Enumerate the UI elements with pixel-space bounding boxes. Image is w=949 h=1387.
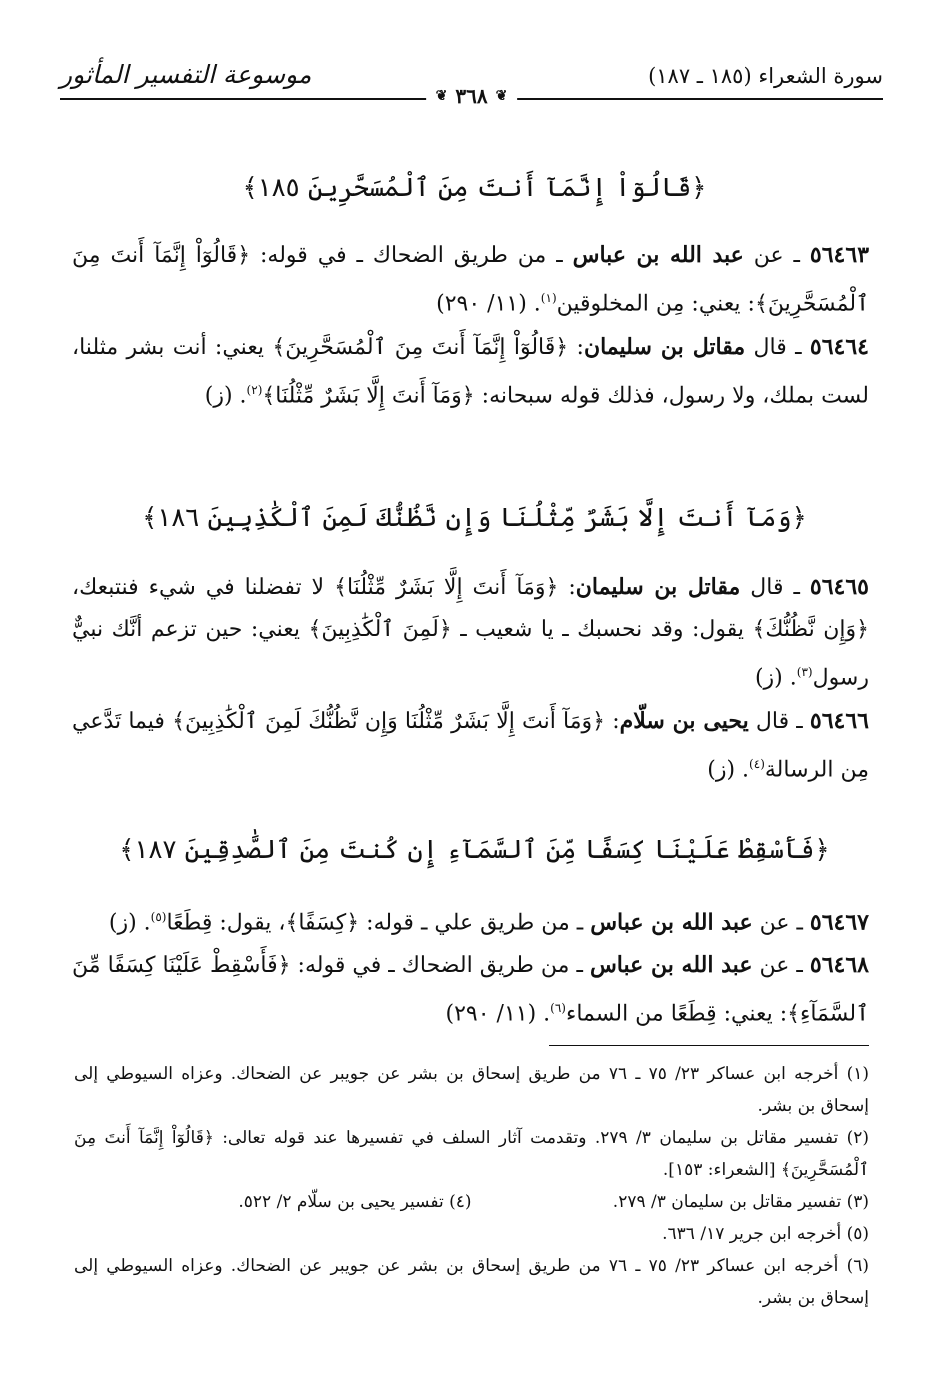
page-number-value: ٣٦٨ <box>455 84 488 108</box>
narration-56464: ٥٦٤٦٤ ـ قال مقاتل بن سليمان: ﴿قَالُوٓاْ إِنَّمَآ أَنتَ مِنَ ٱلْمُسَحَّرِينَ﴾ يعني: أنت بشر مثلنا، لست بملك، ولا رسول، فذلك قوله سبحانه: ﴿وَمَآ أَنتَ إِلَّا بَشَرٌ مِّثْلُنَا﴾$^{(٢)}$. (ز) <box>72 334 869 409</box>
narrator-name: عبد الله بن عباس <box>589 952 753 978</box>
narrator-name: مقاتل بن سليمان <box>575 574 741 600</box>
ayah-186: ﴿وَمَآ أَنتَ إِلَّا بَشَرٌ مِّثْلُنَا وَإِن نَّظُنُّكَ لَمِنَ ٱلْكَٰذِبِينَ ١٨٦﴾ <box>142 503 807 533</box>
narration-56467: ٥٦٤٦٧ ـ عن عبد الله بن عباس ـ من طريق علي ـ قوله: ﴿كِسَفًا﴾، يقول: قِطَعًا$^{(٥)}$. (ز) <box>108 909 869 936</box>
narration-number: ٥٦٤٦٥ <box>809 574 869 600</box>
narration-number: ٥٦٤٦٦ <box>809 708 869 734</box>
footnote-5: (٥) أخرجه ابن جرير ١٧/ ٦٣٦. <box>662 1224 869 1244</box>
footnotes <box>74 1058 869 1314</box>
narration-56463: ٥٦٤٦٣ ـ عن عبد الله بن عباس ـ من طريق الضحاك ـ في قوله: ﴿قَالُوٓاْ إِنَّمَآ أَنتَ مِنَ ٱلْمُسَحَّرِينَ﴾: يعني: مِن المخلوقين$^{(١)}$. (١١/ ٢٩٠) <box>72 242 870 317</box>
narrator-name: مقاتل بن سليمان <box>583 334 746 360</box>
narrator-name: عبد الله بن عباس <box>590 909 753 936</box>
ornament-icon: ❦ <box>495 88 508 104</box>
footnote-ref[interactable]: (٤) <box>749 757 765 771</box>
narrator-name: يحيى بن سلّام <box>619 708 749 734</box>
narration-56468: ٥٦٤٦٨ ـ عن عبد الله بن عباس ـ من طريق الضحاك ـ في قوله: ﴿فَأَسْقِطْ عَلَيْنَا كِسَفًا مِّنَ ٱلسَّمَآءِ﴾: يعني: قِطَعًا من السماء$^{(٦)}$. (١١/ ٢٩٠) <box>72 952 869 1027</box>
footnote-4: (٤) تفسير يحيى بن سلّام ٢/ ٥٢٢. <box>238 1192 472 1212</box>
footnote-ref[interactable]: (٦) <box>550 1001 566 1015</box>
footnote-ref[interactable]: (١) <box>540 291 557 305</box>
surah-header: سورة الشعراء (١٨٥ ـ ١٨٧) <box>648 64 883 88</box>
footnote-ref[interactable]: (٢) <box>246 383 263 397</box>
footnote-1: (١) أخرجه ابن عساكر ٢٣/ ٧٥ ـ ٧٦ من طريق إسحاق بن بشر عن جويبر عن الضحاك. وعزاه السيوطي إلى إسحاق بن بشر. <box>74 1064 869 1116</box>
narration-56465: ٥٦٤٦٥ ـ قال مقاتل بن سليمان: ﴿وَمَآ أَنتَ إِلَّا بَشَرٌ مِّثْلُنَا﴾ لا تفضلنا في شيء فنتبعك، ﴿وَإِن نَّظُنُّكَ﴾ يقول: وقد نحسبك ـ يا شعيب ـ ﴿لَمِنَ ٱلْكَٰذِبِينَ﴾ يعني: حين تزعم أنَّك نبيٌّ رسول$^{(٣)}$. (ز) <box>72 574 869 691</box>
narration-number: ٥٦٤٦٤ <box>809 334 869 360</box>
footnote-6: (٦) أخرجه ابن عساكر ٢٣/ ٧٥ ـ ٧٦ من طريق إسحاق بن بشر عن جويبر عن الضحاك. وعزاه السيوطي إلى إسحاق بن بشر. <box>74 1256 869 1308</box>
footnote-ref[interactable]: (٣) <box>796 665 813 679</box>
narration-56466: ٥٦٤٦٦ ـ قال يحيى بن سلّام: ﴿وَمَآ أَنتَ إِلَّا بَشَرٌ مِّثْلُنَا وَإِن نَّظُنُّكَ لَمِنَ ٱلْكَٰذِبِينَ﴾ فيما تَدَّعي مِن الرسالة$^{(٤)}$. (ز) <box>72 708 869 783</box>
page-header <box>60 52 883 116</box>
ayah-187: ﴿فَأَسْقِطْ عَلَيْنَا كِسَفًا مِّنَ ٱلسَّمَآءِ إِن كُنتَ مِنَ ٱلصَّٰدِقِينَ ١٨٧﴾ <box>119 835 830 865</box>
page-number <box>426 84 518 108</box>
narration-number: ٥٦٤٦٣ <box>809 242 870 268</box>
narration-number: ٥٦٤٦٨ <box>809 952 869 978</box>
narration-number: ٥٦٤٦٧ <box>809 909 869 936</box>
footnote-ref[interactable]: (٥) <box>150 910 167 924</box>
footnote-row-3-4 <box>74 1186 869 1218</box>
ornament-icon: ❦ <box>435 88 448 104</box>
narrator-name: عبد الله بن عباس <box>572 242 744 268</box>
ayah-185: ﴿قَالُوٓاْ إِنَّمَآ أَنتَ مِنَ ٱلْمُسَحَّرِينَ ١٨٥﴾ <box>242 173 707 203</box>
footnote-3: (٣) تفسير مقاتل بن سليمان ٣/ ٢٧٩. <box>612 1192 869 1212</box>
footnote-separator <box>549 1045 869 1046</box>
book-title: موسوعة التفسير المأثور <box>60 60 312 89</box>
footnote-2: (٢) تفسير مقاتل بن سليمان ٣/ ٢٧٩. وتقدمت آثار السلف في تفسيرها عند قوله تعالى: ﴿قَالُوٓاْ إِنَّمَآ أَنتَ مِنَ ٱلْمُسَحَّرِينَ﴾ [الشعراء: ١٥٣]. <box>74 1128 869 1180</box>
